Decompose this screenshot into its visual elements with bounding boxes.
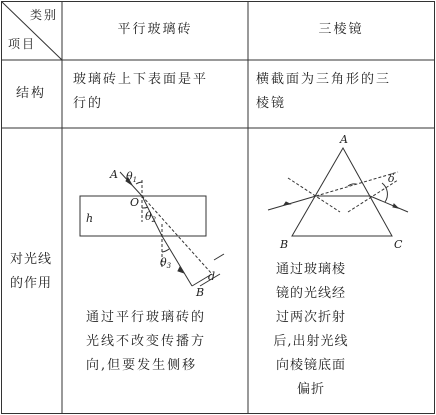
angle-theta2-arc: [142, 207, 148, 208]
effect-prism-line-1: 通过玻璃棱: [275, 262, 346, 277]
structure-slab-line-2: 行的: [73, 96, 104, 111]
glass-slab: [80, 196, 206, 236]
prism-figure: [248, 128, 434, 258]
effect-slab-line-3: 向,但要发生侧移: [86, 358, 198, 373]
prism-incident-extension: [316, 172, 398, 196]
effect-prism-line-2: 镜的光线经: [275, 286, 346, 301]
prism-label-delta: δ: [388, 172, 395, 185]
label-B: B: [196, 286, 205, 299]
row-label-effect-line-2: 的作用: [9, 276, 52, 291]
structure-slab-line-1: 玻璃砖上下表面是平: [73, 72, 209, 87]
prism-emergent-ray: [370, 196, 408, 212]
prism-label-B: B: [280, 238, 289, 251]
row-label-effect-line-1: 对光线: [9, 252, 52, 267]
label-h: h: [86, 212, 94, 225]
parallel-slab-figure: [62, 128, 248, 303]
label-theta1: θ1: [126, 170, 138, 184]
structure-prism-line-2: 棱镜: [256, 96, 287, 111]
effect-slab-line-2: 光线不改变传播方: [86, 334, 207, 349]
incident-extension: [142, 196, 212, 274]
label-O: O: [130, 196, 140, 209]
effect-slab-line-1: 通过平行玻璃砖的: [86, 310, 207, 325]
header-parallel-slab: 平行玻璃砖: [117, 22, 193, 37]
label-theta3: θ3: [160, 256, 172, 270]
structure-prism-text: [256, 68, 432, 116]
prism-label-A: A: [340, 133, 348, 146]
effect-prism-line-4: 后,出射光线: [273, 334, 349, 349]
prism-label-C: C: [394, 238, 403, 251]
effect-prism-text: [250, 258, 372, 402]
deviation-arc: [382, 183, 387, 202]
row-label-effect: [0, 248, 62, 296]
angle-theta3-arc: [162, 249, 169, 252]
effect-prism-line-3: 过两次折射: [275, 310, 346, 325]
structure-slab-text: [73, 68, 245, 116]
corner-item-label: 项目: [8, 37, 37, 51]
structure-prism-line-1: 横截面为三角形的三: [256, 72, 392, 87]
label-d: d: [208, 270, 216, 283]
emergent-arrow: [178, 267, 184, 273]
header-prism: 三棱镜: [318, 22, 364, 37]
effect-slab-text: [86, 306, 246, 378]
effect-prism-line-6: 偏折: [296, 382, 325, 397]
label-A: A: [110, 168, 118, 181]
label-theta2: θ2: [145, 210, 157, 224]
effect-prism-line-5: 向棱镜底面: [275, 358, 346, 373]
row-label-structure: 结构: [15, 86, 46, 101]
corner-category-label: 类别: [30, 8, 59, 22]
prism-triangle: [292, 148, 392, 236]
